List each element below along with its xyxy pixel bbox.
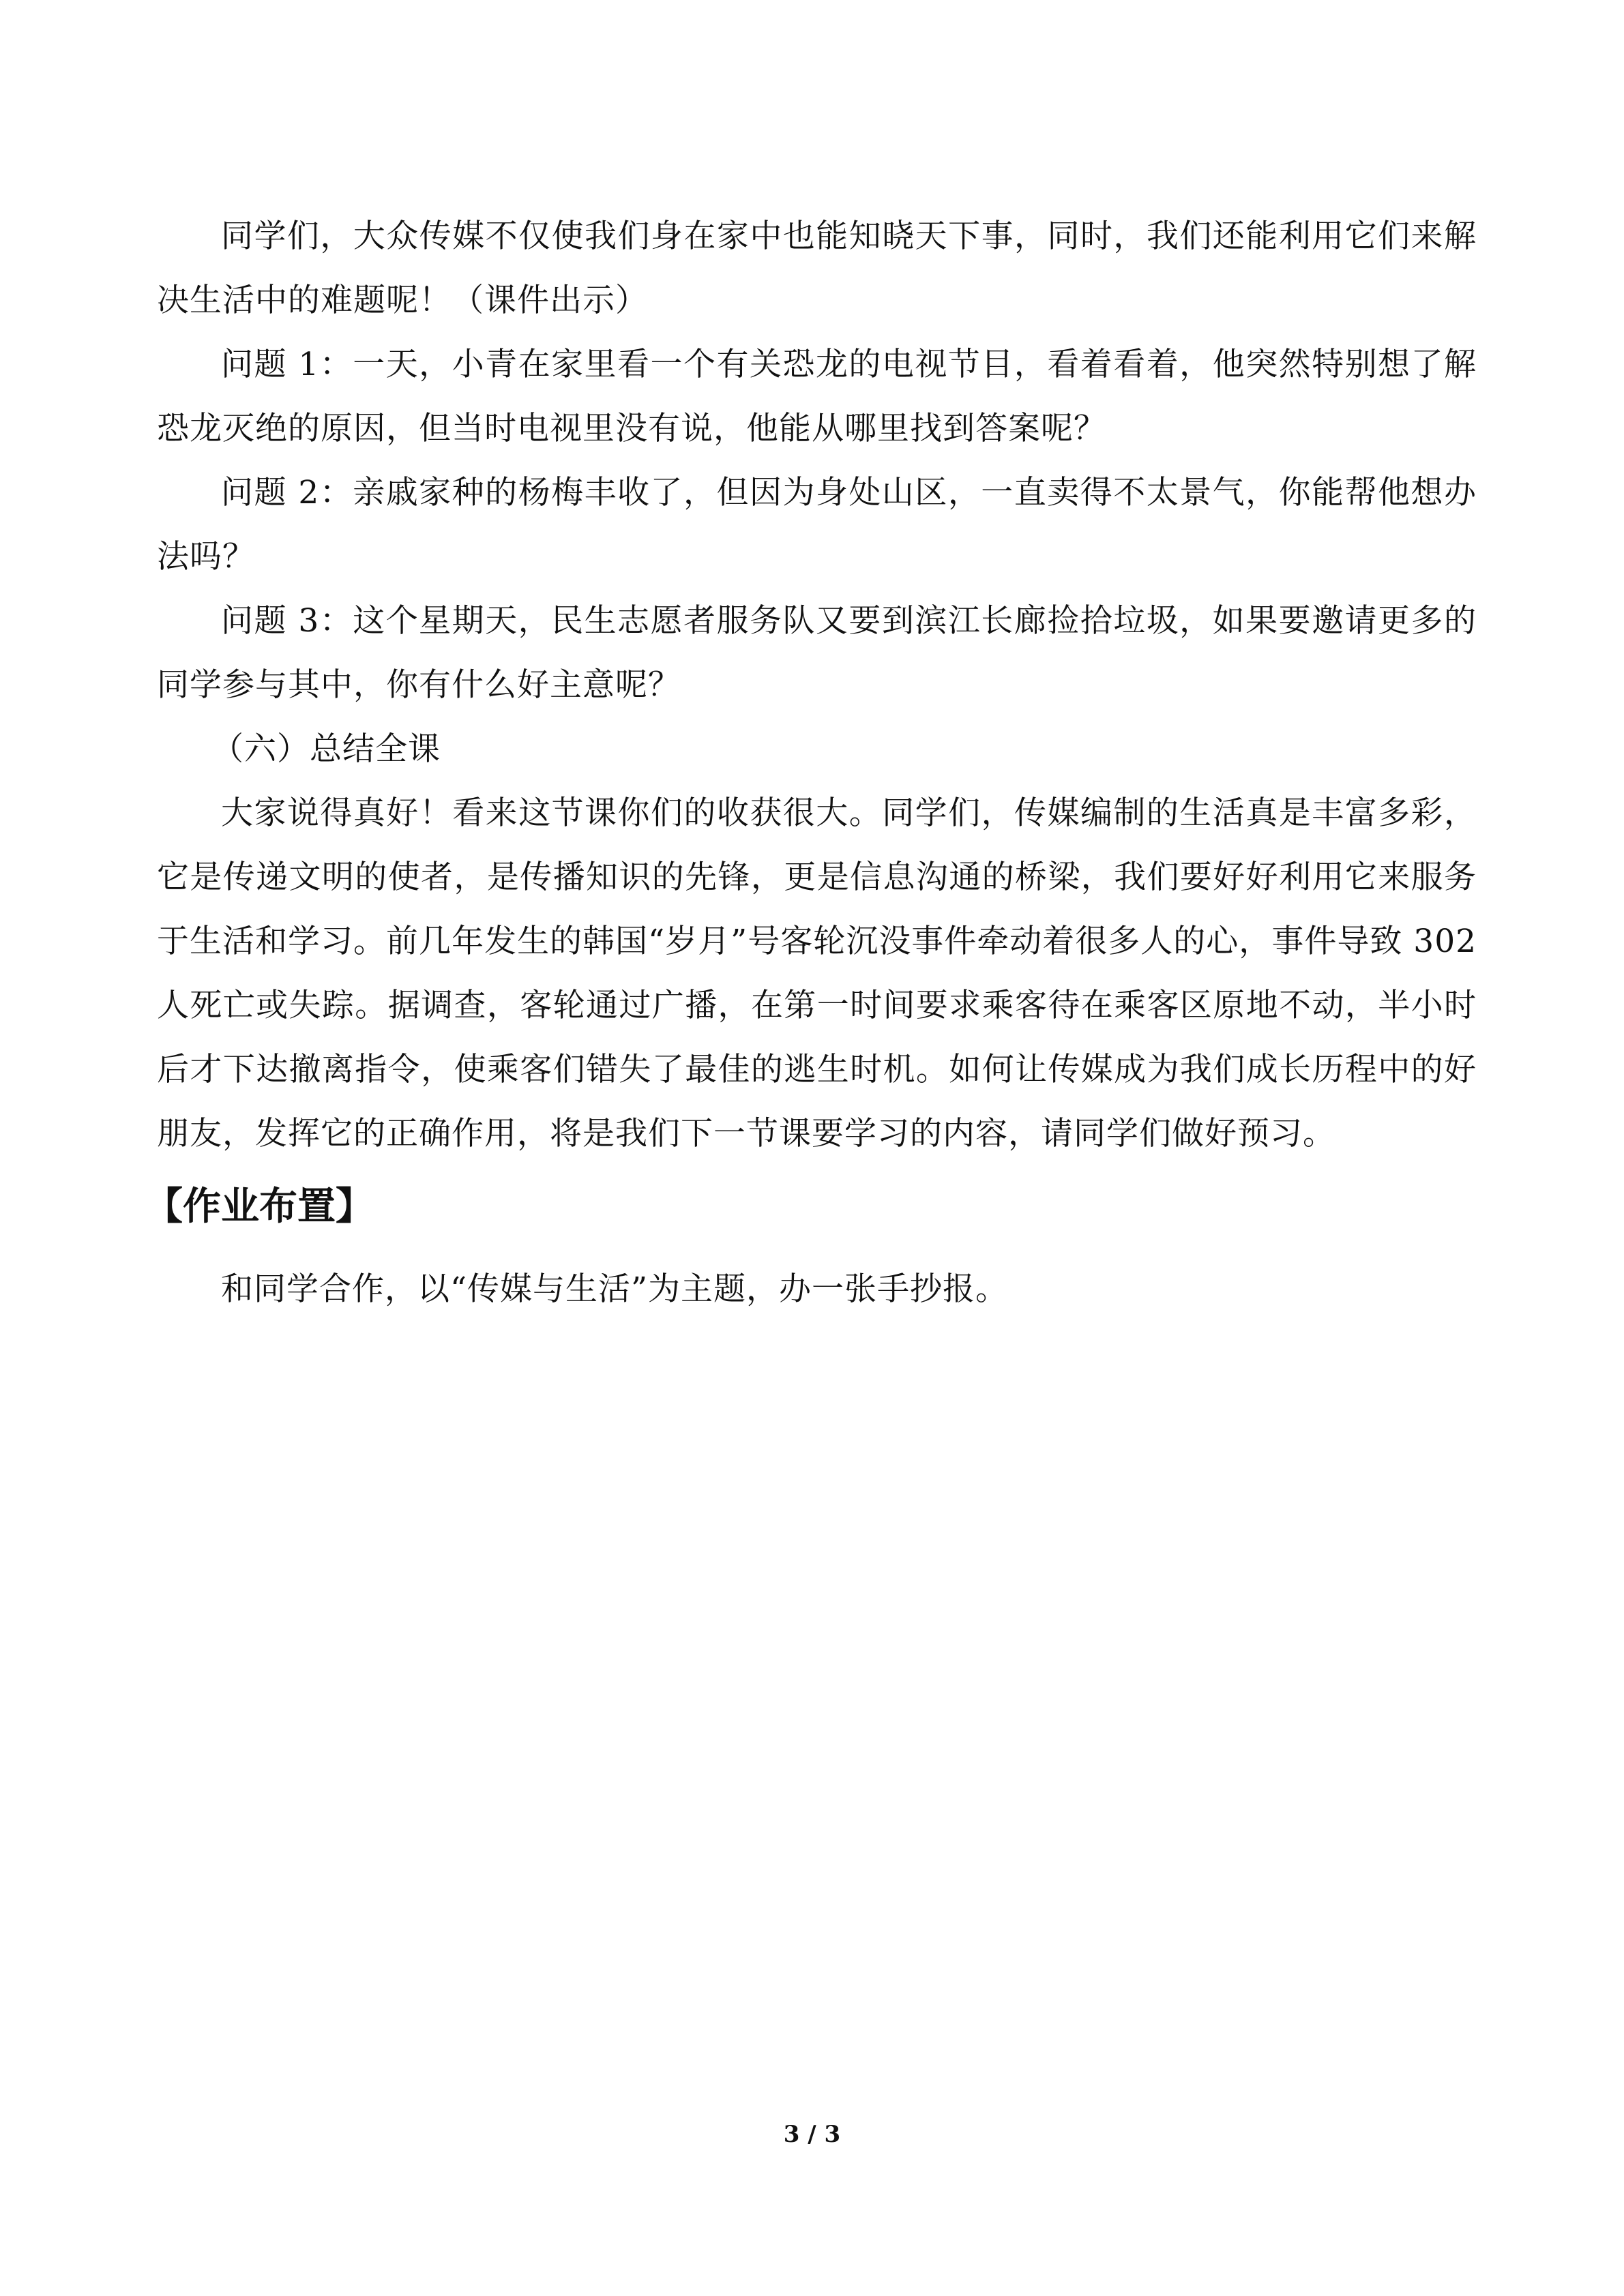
intro-paragraph: 同学们，大众传媒不仅使我们身在家中也能知晓天下事，同时，我们还能利用它们来解决生活中的难题呢！（课件出示） xyxy=(157,218,1477,319)
section-title: （六）总结全课 xyxy=(211,730,441,768)
question-3-paragraph: 问题 3：这个星期天，民生志愿者服务队又要到滨江长廊捡拾垃圾，如果要邀请更多的同学参与其中，你有什么好主意呢？ xyxy=(157,602,1477,704)
homework-heading: 【作业布置】 xyxy=(145,1184,374,1229)
summary-paragraph: 大家说得真好！看来这节课你们的收获很大。同学们，传媒编制的生活真是丰富多彩，它是传递文明的使者，是传播知识的先锋，更是信息沟通的桥梁，我们要好好利用它来服务于生活和学习。前几年发生的韩国“岁月”号客轮沉没事件牵动着很多人的心，事件导致 302 人死亡或失踪。据调查，客轮通过广播，在第一时间要求乘客待在乘客区原地不动，半小时后才下达撤离指令，使乘客们错失了最佳的逃生时机。如何让传媒成为我们成长历程中的好朋友，发挥它的正确作用，将是我们下一节课要学习的内容，请同学们做好预习。 xyxy=(157,794,1477,1152)
question-1-paragraph: 问题 1：一天，小青在家里看一个有关恐龙的电视节目，看着看着，他突然特别想了解恐龙灭绝的原因，但当时电视里没有说，他能从哪里找到答案呢？ xyxy=(157,346,1477,447)
document-body xyxy=(145,205,1477,1322)
question-2-paragraph: 问题 2：亲戚家种的杨梅丰收了，但因为身处山区，一直卖得不太景气，你能帮他想办法吗？ xyxy=(157,474,1477,576)
homework-paragraph: 和同学合作，以“传媒与生活”为主题，办一张手抄报。 xyxy=(221,1270,1009,1308)
page-number: 3 / 3 xyxy=(783,2121,841,2148)
